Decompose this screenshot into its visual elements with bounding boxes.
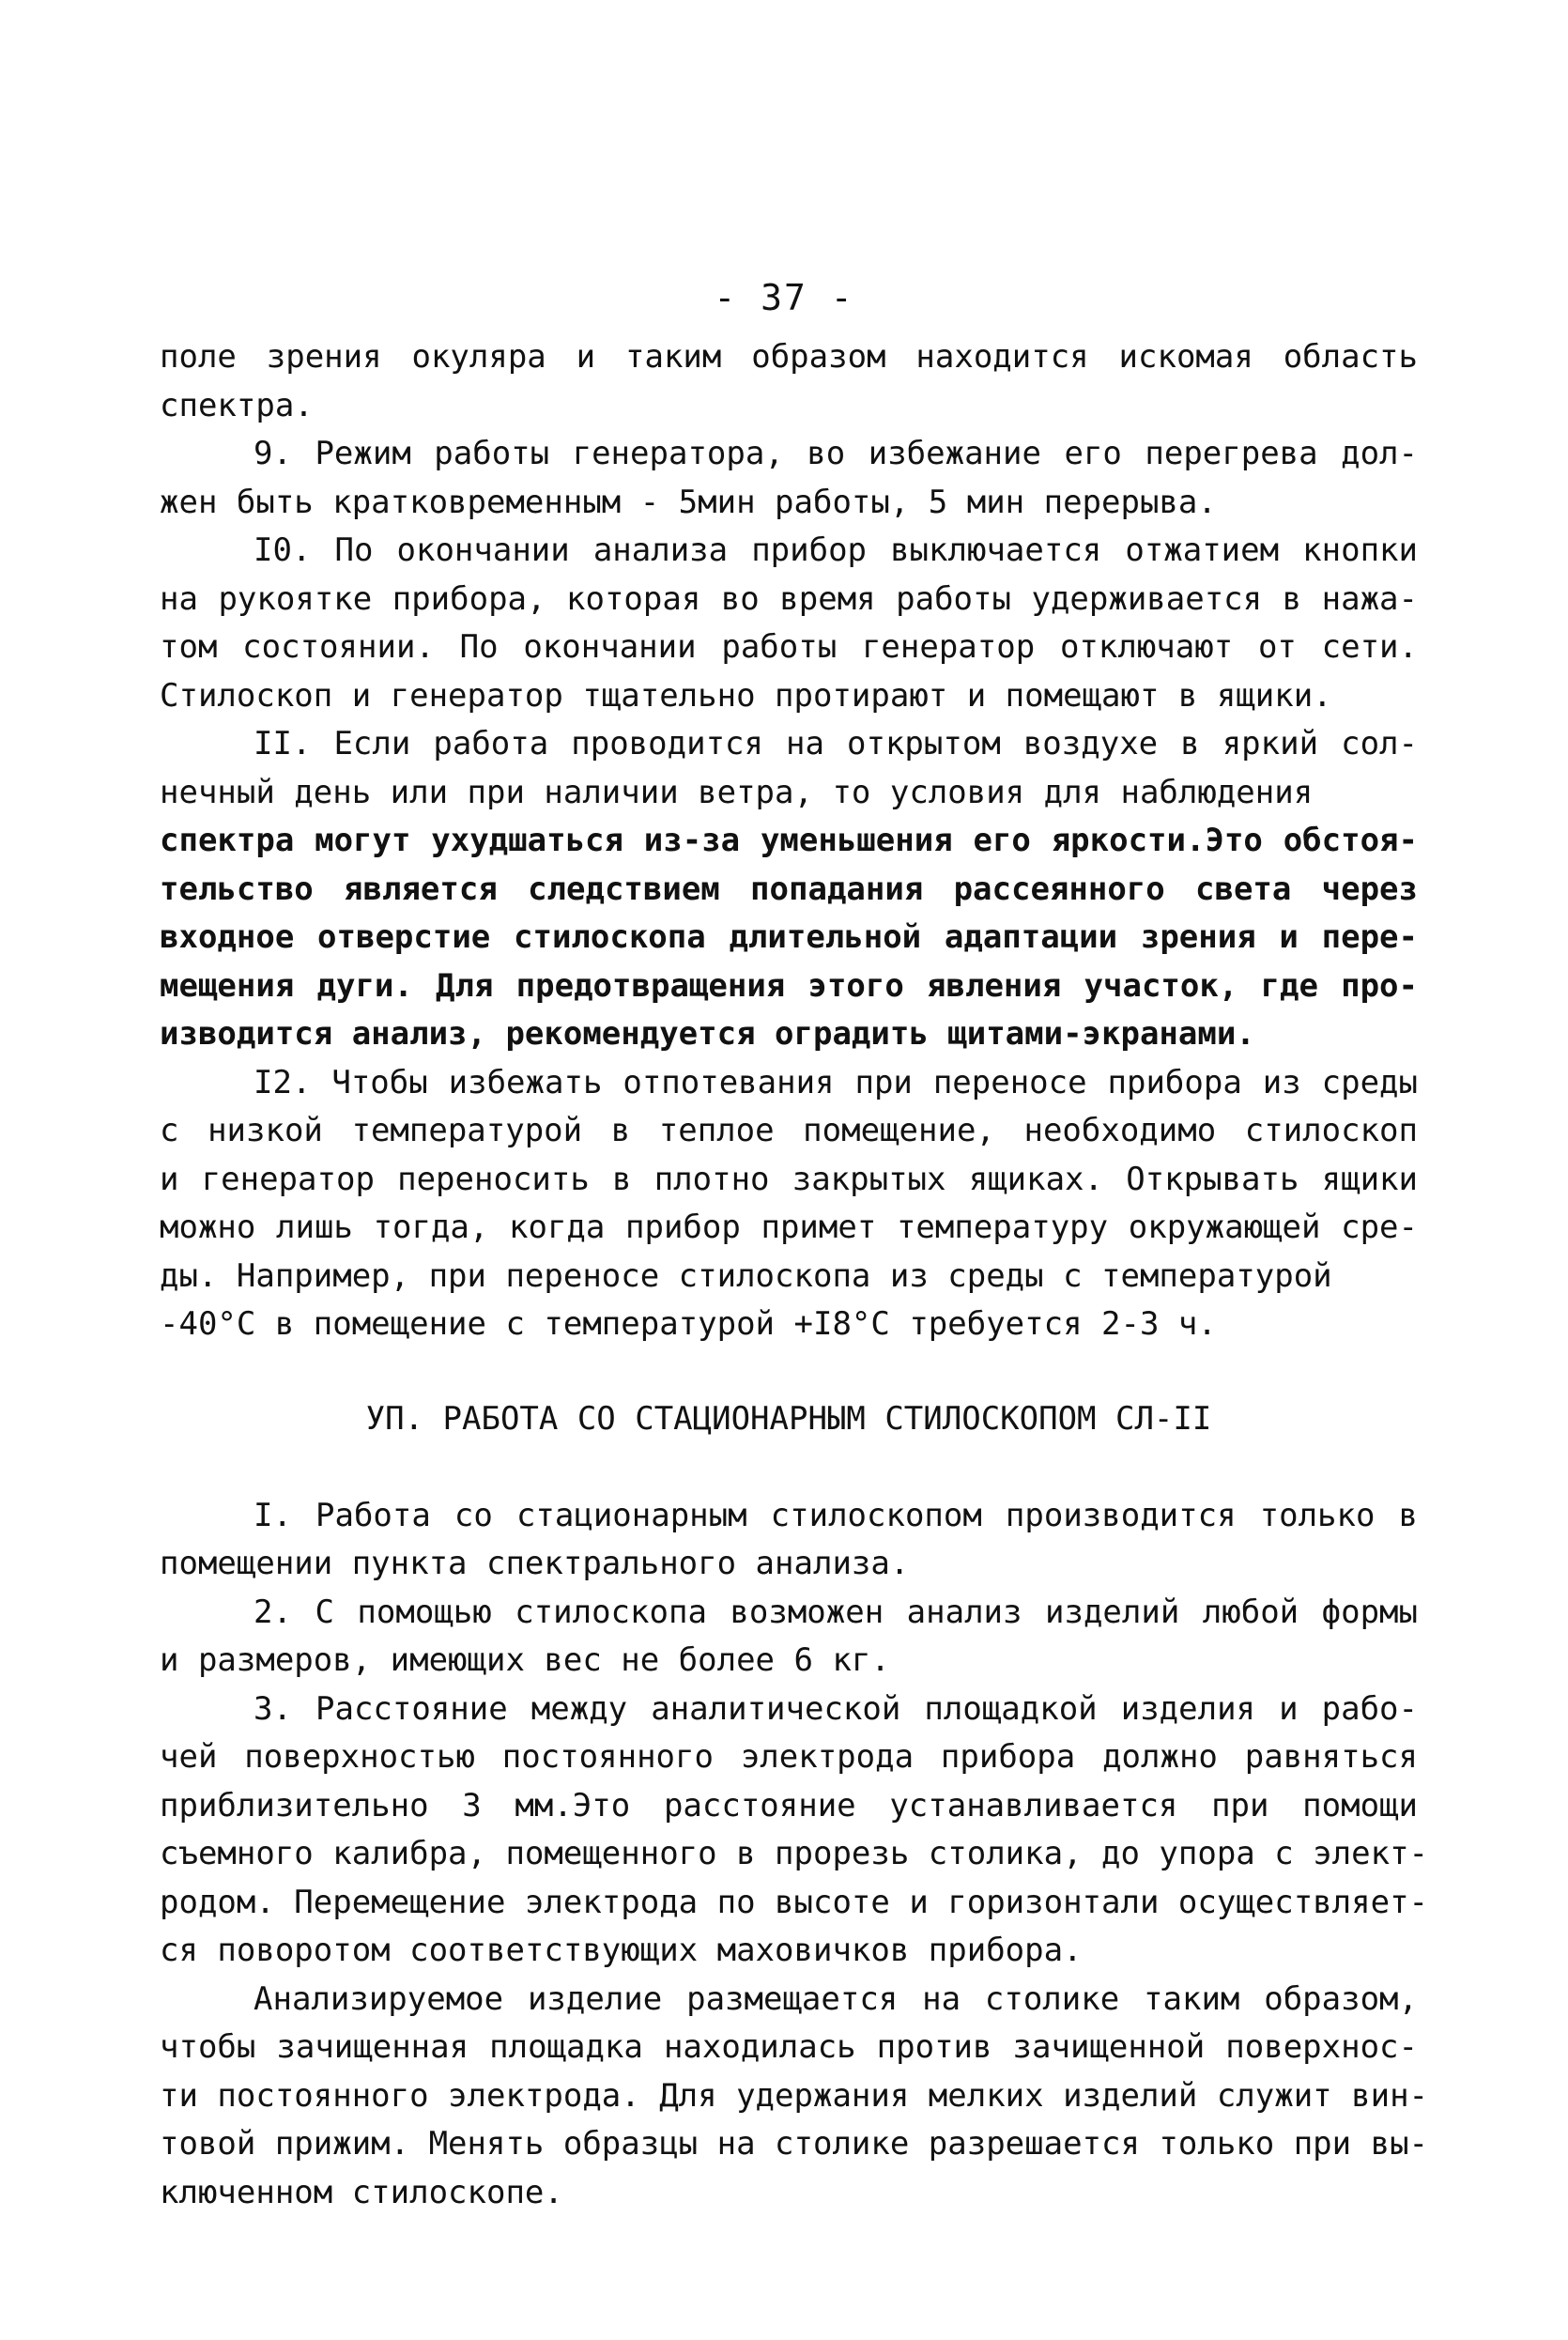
text-line: товой прижим. Менять образцы на столике разрешается только при вы- (160, 2125, 1429, 2163)
text-line: чей поверхностью постоянного электрода прибора должно равняться (160, 1738, 1418, 1776)
text-line: 9. Режим работы генератора, во избежание его перегрева дол- (254, 435, 1418, 472)
text-line: чтобы зачищенная площадка находилась против зачищенной поверхнос- (160, 2028, 1418, 2066)
text-line: том состоянии. По окончании работы генератор отключают от сети. (160, 628, 1418, 666)
text-line: родом. Перемещение электрода по высоте и горизонтали осуществляет- (160, 1883, 1429, 1921)
text-line: -40°С в помещение с температурой +I8°С требуется 2-3 ч. (160, 1305, 1217, 1343)
paragraph-11 (160, 720, 1418, 1059)
text-line: съемного калибра, помещенного в прорезь столика, до упора с элект- (160, 1835, 1429, 1872)
text-line: входное отверстие стилоскопа длительной адаптации зрения и пере- (160, 918, 1418, 956)
text-line: I0. По окончании анализа прибор выключается отжатием кнопки (254, 531, 1418, 569)
text-line: II. Если работа проводится на открытом воздухе в яркий сол- (254, 725, 1418, 762)
document-body (160, 333, 1429, 2217)
text-line: нечный день или при наличии ветра, то условия для наблюдения (160, 773, 1314, 811)
page-number: - 37 - (714, 277, 854, 318)
text-line: 2. С помощью стилоскопа возможен анализ изделий любой формы (254, 1593, 1418, 1631)
text-line: 3. Расстояние между аналитической площадкой изделия и рабо- (254, 1689, 1418, 1728)
text-line: спектра. (160, 386, 314, 424)
section-heading: УП. РАБОТА СО СТАЦИОНАРНЫМ СТИЛОСКОПОМ СЛ-II (365, 1399, 1212, 1438)
text-line: приблизительно 3 мм.Это расстояние устанавливается при помощи (160, 1786, 1418, 1824)
text-line: Анализируемое изделие размещается на столике таким образом, (254, 1979, 1418, 2018)
section-item-3-continued (160, 1976, 1429, 2218)
text-line: ти постоянного электрода. Для удержания мелких изделий служит вин- (160, 2076, 1429, 2115)
text-line: ся поворотом соответствующих маховичков прибора. (160, 1932, 1083, 1969)
paragraph-9 (160, 430, 1418, 527)
text-line: и размеров, имеющих вес не более 6 кг. (160, 1641, 890, 1679)
text-line: тельство является следствием попадания рассеянного света через (160, 870, 1418, 908)
text-line: и генератор переносить в плотно закрытых ящиках. Открывать ящики (160, 1160, 1418, 1198)
paragraph-10 (160, 527, 1418, 720)
text-line: жен быть кратковременным - 5мин работы, 5 мин перерыва. (160, 483, 1217, 521)
paragraph-12 (160, 1059, 1418, 1349)
text-line: I. Работа со стационарным стилоскопом производится только в (254, 1496, 1418, 1534)
section-item-1 (160, 1492, 1418, 1589)
text-line: помещении пункта спектрального анализа. (160, 1545, 910, 1582)
text-line: поле зрения окуляра и таким образом находится искомая область (160, 338, 1418, 376)
text-line: на рукоятке прибора, которая во время работы удерживается в нажа- (160, 579, 1418, 618)
text-line: мещения дуги. Для предотвращения этого явления участок, где про- (160, 966, 1418, 1005)
text-line: Стилоскоп и генератор тщательно протирают и помещают в ящики. (160, 676, 1332, 715)
text-line: с низкой температурой в теплое помещение, необходимо стилоскоп (160, 1112, 1418, 1149)
text-line: ключенном стилоскопе. (160, 2173, 563, 2211)
text-line: ды. Например, при переносе стилоскопа из среды с температурой (160, 1256, 1332, 1295)
text-line: изводится анализ, рекомендуется оградить щитами-экранами. (160, 1015, 1255, 1053)
text-line: спектра могут ухудшаться из-за уменьшения его яркости.Это обстоя- (160, 822, 1418, 859)
paragraph-continuation (160, 333, 1418, 430)
section-item-2 (160, 1589, 1418, 1686)
text-line: можно лишь тогда, когда прибор примет температуру окружающей сре- (160, 1208, 1418, 1246)
section-item-3 (160, 1686, 1429, 1976)
text-line: I2. Чтобы избежать отпотевания при переносе прибора из среды (254, 1063, 1418, 1101)
